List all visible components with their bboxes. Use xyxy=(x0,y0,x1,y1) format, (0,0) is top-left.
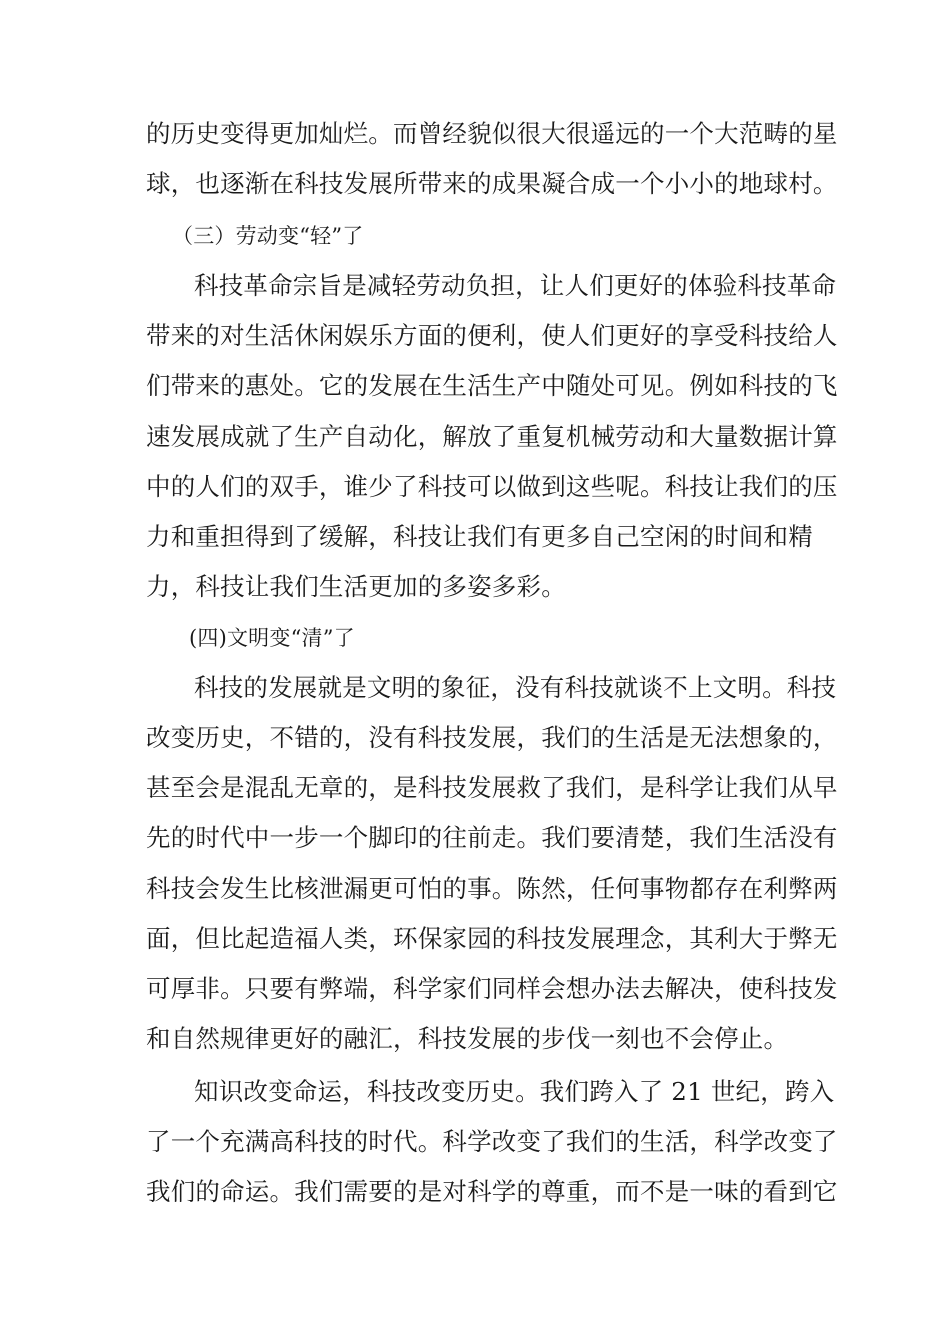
text-line: 甚至会是混乱无章的，是科技发展救了我们，是科学让我们从早 xyxy=(146,773,838,802)
text-line: 力和重担得到了缓解，科技让我们有更多自己空闲的时间和精 xyxy=(146,522,813,551)
text-line: 科技的发展就是文明的象征，没有科技就谈不上文明。科技 xyxy=(194,673,837,702)
text-line: 们带来的惠处。它的发展在生活生产中随处可见。例如科技的飞 xyxy=(146,371,838,400)
text-line: 的历史变得更加灿烂。而曾经貌似很大很遥远的一个大范畴的星 xyxy=(146,119,838,148)
text-line: 改变历史，不错的，没有科技发展，我们的生活是无法想象的， xyxy=(146,723,838,752)
text-line: 力，科技让我们生活更加的多姿多彩。 xyxy=(146,572,566,601)
text-line: 科技革命宗旨是减轻劳动负担，让人们更好的体验科技革命 xyxy=(194,271,837,300)
text-line: 我们的命运。我们需要的是对科学的尊重，而不是一味的看到它 xyxy=(146,1177,838,1206)
section-heading-four: (四)文明变“清”了 xyxy=(189,626,355,650)
text-line: 了一个充满高科技的时代。科学改变了我们的生活，科学改变了 xyxy=(146,1127,838,1156)
section-heading-three: （三）劳动变“轻”了 xyxy=(172,224,364,248)
text-line: 科技会发生比核泄漏更可怕的事。陈然，任何事物都存在利弊两 xyxy=(146,874,838,903)
text-line: 带来的对生活休闲娱乐方面的便利，使人们更好的享受科技给人 xyxy=(146,321,838,350)
text-line: 和自然规律更好的融汇，科技发展的步伐一刻也不会停止。 xyxy=(146,1024,789,1053)
text-line: 速发展成就了生产自动化，解放了重复机械劳动和大量数据计算 xyxy=(146,422,838,451)
text-line: 中的人们的双手，谁少了科技可以做到这些呢。科技让我们的压 xyxy=(146,472,838,501)
text-line: 知识改变命运，科技改变历史。我们跨入了 21 世纪，跨入 xyxy=(194,1077,835,1106)
text-line: 先的时代中一步一个脚印的往前走。我们要清楚，我们生活没有 xyxy=(146,823,838,852)
text-line: 可厚非。只要有弊端，科学家们同样会想办法去解决，使科技发 xyxy=(146,974,838,1003)
text-line: 球，也逐渐在科技发展所带来的成果凝合成一个小小的地球村。 xyxy=(146,169,838,198)
text-line: 面，但比起造福人类，环保家园的科技发展理念，其利大于弊无 xyxy=(146,924,838,953)
